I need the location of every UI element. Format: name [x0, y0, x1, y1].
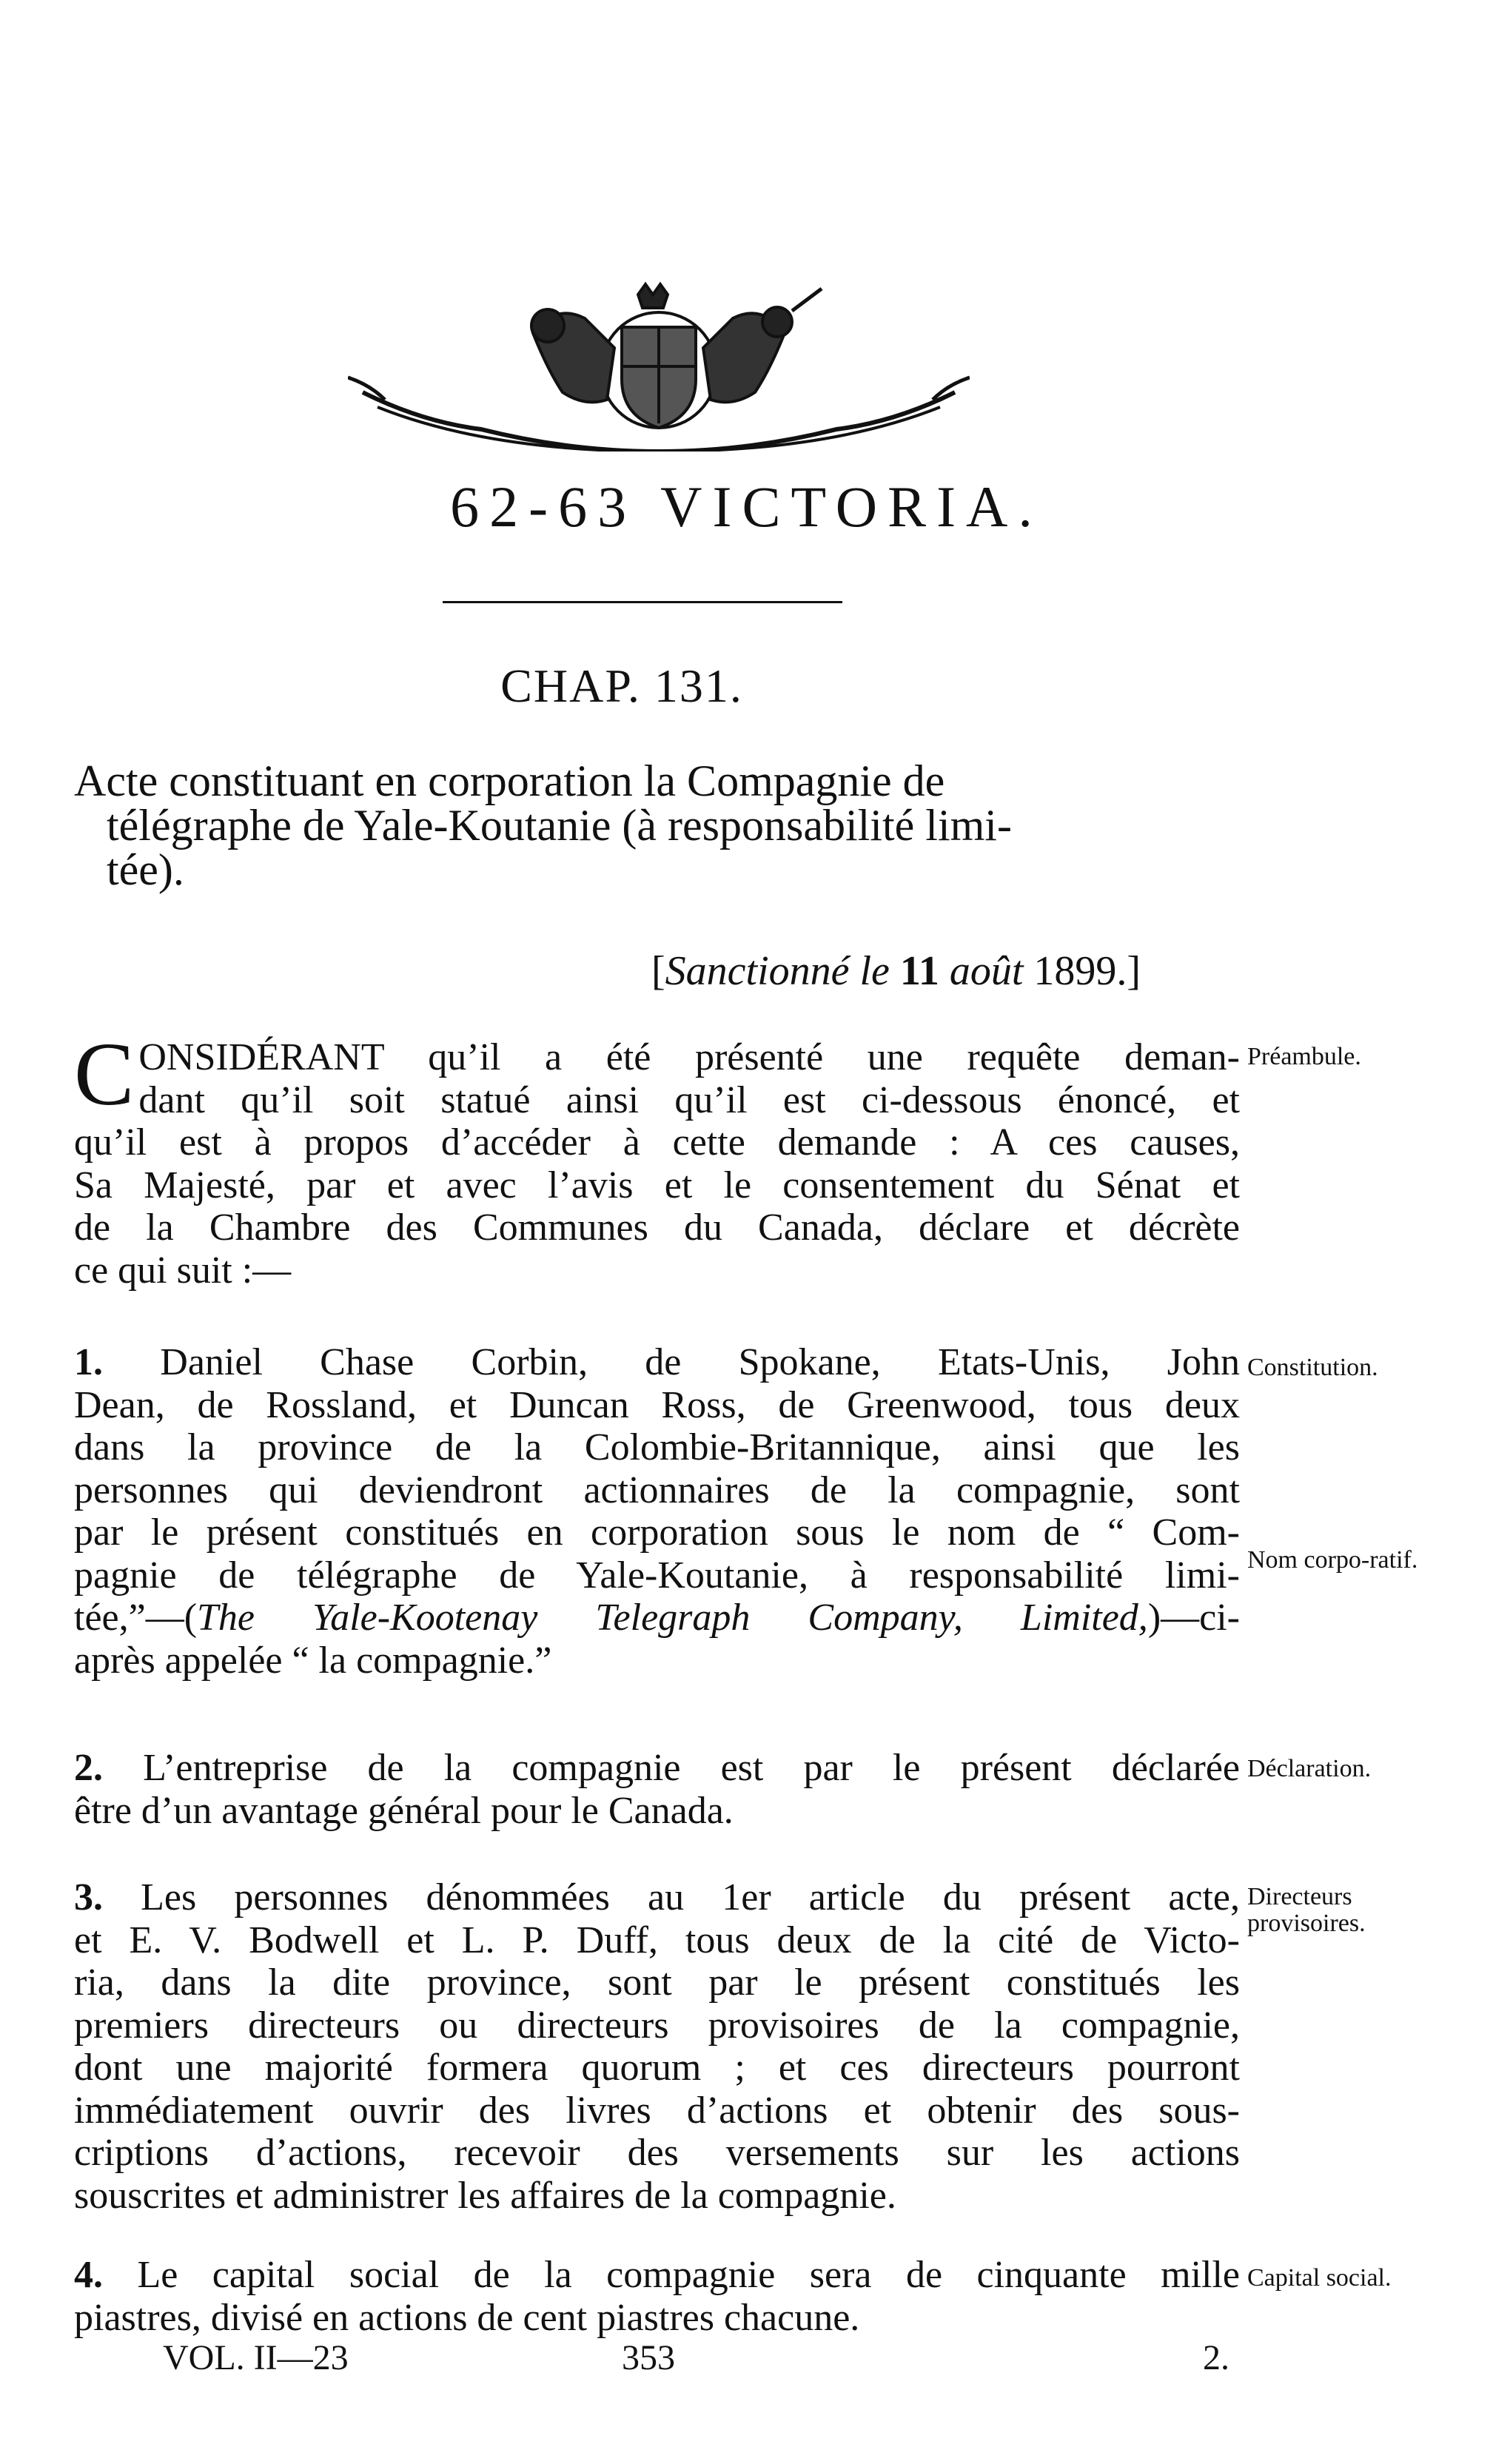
preamble-line: qu’il est à propos d’accéder à cette demande : A ces causes,: [74, 1121, 1240, 1164]
preamble-line: ce qui suit :—: [74, 1249, 292, 1292]
margin-note-capital: Capital social.: [1247, 2264, 1392, 2292]
preamble: [74, 1024, 1240, 1292]
section-line: dans la province de la Colombie-Britannique, ainsi que les: [74, 1426, 1240, 1468]
sanction-year: 1899.]: [1033, 948, 1141, 994]
english-name-part-a: The Yale-Kootenay Tel: [197, 1597, 642, 1639]
sanction-label: Sanctionné le: [665, 948, 890, 994]
section-line: après appelée “ la compagnie.”: [74, 1639, 552, 1682]
margin-note-declaration: Déclaration.: [1247, 1755, 1372, 1782]
section-line: souscrites et administrer les affaires de la compagnie.: [74, 2174, 896, 2217]
section-number: 2.: [74, 1747, 103, 1789]
margin-note-directeurs: Directeurs provisoires.: [1247, 1883, 1366, 1937]
act-title: [74, 756, 1236, 894]
margin-note-constitution: Constitution.: [1247, 1354, 1378, 1381]
section-line: pagnie de télégraphe de Yale-Koutanie, à responsabilité limi-: [74, 1554, 1240, 1597]
section-3: [74, 1876, 1240, 2217]
page-header-title: 62-63 VICTORIA.: [450, 474, 1043, 539]
sanction-date: [651, 947, 1141, 995]
section-line: par le présent constitués en corporation sous le nom de “ Com-: [74, 1511, 1240, 1554]
sanction-open-bracket: [: [651, 948, 665, 994]
preamble-line: dant qu’il soit statué ainsi qu’il est ci-dessous énoncé, et: [138, 1078, 1240, 1121]
section-number: 4.: [74, 2254, 103, 2296]
section-1: [74, 1341, 1240, 1682]
section-line: premiers directeurs ou directeurs provisoires de la compagnie,: [74, 2004, 1240, 2047]
section-number: 3.: [74, 1876, 103, 1919]
preamble-line: ONSIDÉRANT qu’il a été présenté une requête deman-: [138, 1036, 1240, 1078]
section-line: personnes qui deviendront actionnaires de la compagnie, sont: [74, 1468, 1240, 1511]
sanction-day: 11: [899, 948, 939, 994]
footer-volume: VOL. II—23: [163, 2338, 349, 2377]
section-text: Daniel Chase Corbin, de Spokane, Etats-Unis, John: [160, 1341, 1241, 1383]
footer-sheet-mark: 2.: [1203, 2338, 1229, 2377]
section-line: Dean, de Rossland, et Duncan Ross, de Greenwood, tous deux: [74, 1383, 1240, 1426]
section-line: criptions d’actions, recevoir des versements sur les actions: [74, 2132, 1240, 2174]
section-2: [74, 1747, 1240, 1832]
margin-note-nom-corporatif: Nom corpo-ratif.: [1247, 1546, 1418, 1574]
section-line: [74, 1341, 1240, 1384]
margin-note-preamble: Préambule.: [1247, 1043, 1361, 1070]
section-number: 1.: [74, 1341, 103, 1383]
section-line: immédiatement ouvrir des livres d’actions et obtenir des sous-: [74, 2089, 1240, 2132]
sanction-month: août: [949, 948, 1024, 994]
section-text: Les personnes dénommées au 1er article du présent acte,: [141, 1876, 1241, 1919]
section-line: [74, 1597, 1240, 1639]
section-text: Le capital social de la compagnie sera de cinquante mille: [137, 2254, 1241, 2296]
section-line: et E. V. Bodwell et L. P. Duff, tous deux de la cité de Victo-: [74, 1919, 1240, 1961]
preamble-line: Sa Majesté, par et avec l’avis et le consentement du Sénat et: [74, 1164, 1240, 1206]
act-title-line: télégraphe de Yale-Koutanie (à responsabilité limi-: [107, 801, 1012, 850]
header-divider: [443, 601, 842, 603]
section-line: [74, 2254, 1240, 2297]
royal-coat-of-arms-icon: [348, 281, 970, 451]
section-text: tée,”—(: [74, 1597, 198, 1639]
chapter-number: CHAP. 131.: [500, 659, 743, 712]
section-line: [74, 1876, 1240, 1919]
act-title-line: tée).: [107, 845, 184, 894]
section-text: L’entreprise de la compagnie est par le présent déclarée: [143, 1747, 1240, 1789]
act-title-line: Acte constituant en corporation la Compagnie de: [74, 756, 945, 805]
preamble-dropcap: C: [74, 1024, 135, 1124]
preamble-line: de la Chambre des Communes du Canada, déclare et décrète: [74, 1206, 1240, 1249]
section-text: )—ci-: [1147, 1597, 1240, 1639]
section-line: piastres, divisé en actions de cent piastres chacune.: [74, 2296, 860, 2339]
english-name-part-b: egraph Company, Limited,: [641, 1597, 1148, 1639]
section-line: dont une majorité formera quorum ; et ces directeurs pourront: [74, 2047, 1240, 2089]
section-line: ria, dans la dite province, sont par le présent constitués les: [74, 1961, 1240, 2004]
section-line: être d’un avantage général pour le Canada.: [74, 1789, 734, 1832]
footer-page-number: 353: [622, 2338, 675, 2377]
section-4: [74, 2254, 1240, 2339]
section-line: [74, 1747, 1240, 1790]
